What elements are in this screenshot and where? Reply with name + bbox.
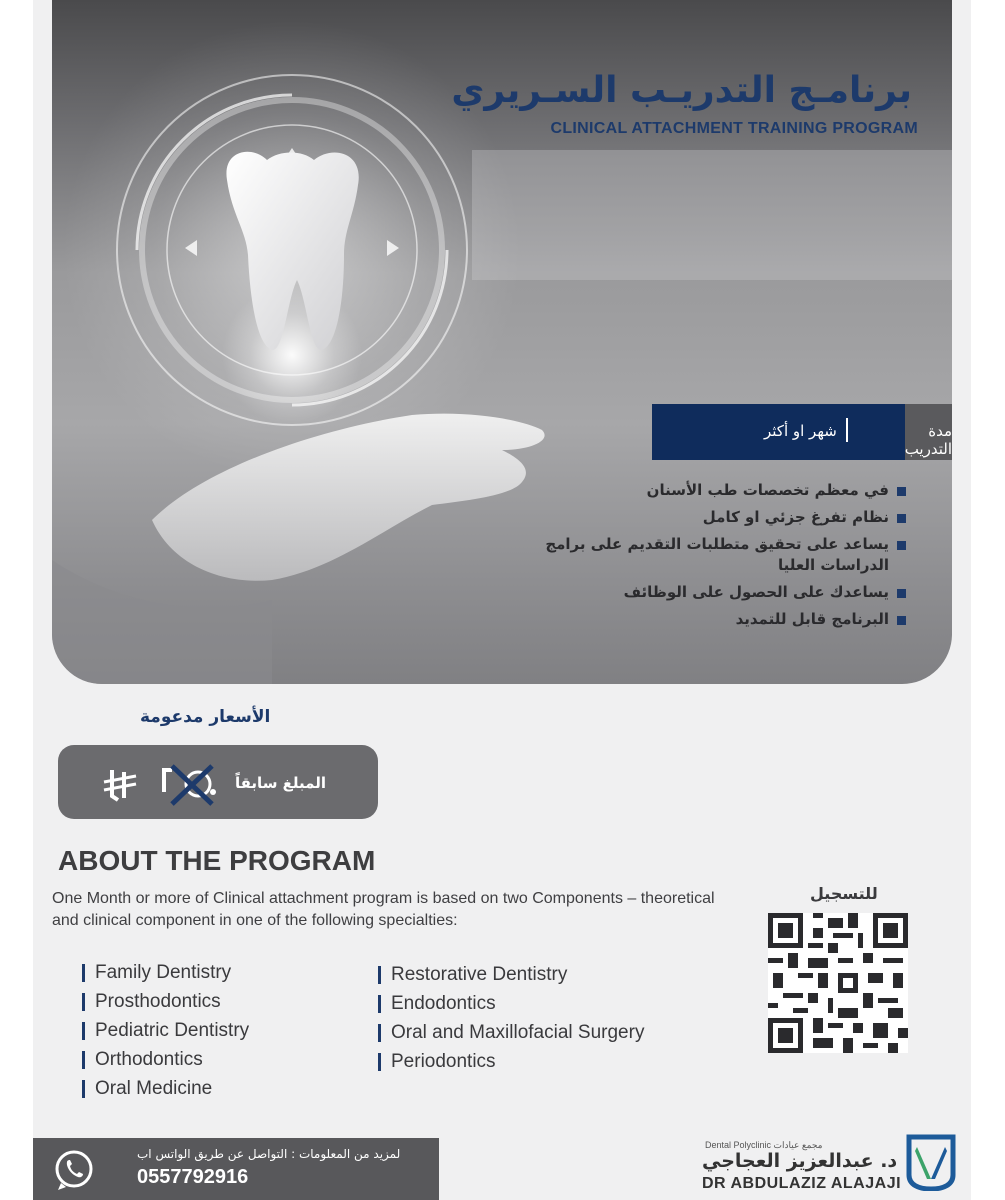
bullet-bar-icon <box>82 964 85 982</box>
feature-item: البرنامج قابل للتمديد <box>486 609 906 630</box>
bullet-bar-icon <box>82 1022 85 1040</box>
subsidized-prices: الأسعار مدعومة <box>140 707 271 727</box>
specialty-item: Oral and Maxillofacial Surgery <box>378 1018 644 1047</box>
bullet-bar-icon <box>378 966 381 984</box>
title-arabic: برنامـج التدريـب السـريري <box>451 70 912 111</box>
logo-subtitle: Dental Polyclinic مجمع عيادات <box>705 1140 823 1150</box>
bullet-square-icon <box>897 514 906 523</box>
riyal-symbol-icon <box>102 768 138 802</box>
duration-label: مدة التدريب <box>904 422 952 458</box>
bullet-square-icon <box>897 541 906 550</box>
registration-label: للتسجيل <box>810 884 878 903</box>
specialty-item: Orthodontics <box>82 1045 249 1074</box>
bullet-bar-icon <box>82 1080 85 1098</box>
whatsapp-icon[interactable] <box>52 1148 96 1192</box>
about-text: One Month or more of Clinical attachment program is based on two Components – theoretical and clinical component in one of the following specialties: <box>52 890 715 929</box>
duration-separator <box>846 418 848 442</box>
feature-list <box>486 480 906 636</box>
specialties-left <box>82 958 249 1103</box>
specialty-item: Periodontics <box>378 1047 644 1076</box>
specialty-item: Prosthodontics <box>82 987 249 1016</box>
bullet-square-icon <box>897 487 906 496</box>
bullet-square-icon <box>897 589 906 598</box>
specialty-item: Family Dentistry <box>82 958 249 987</box>
title-english: CLINICAL ATTACHMENT TRAINING PROGRAM <box>550 120 918 137</box>
contact-label: لمزيد من المعلومات : التواصل عن طريق الواتس اب <box>137 1147 401 1161</box>
specialty-item: Restorative Dentistry <box>378 960 644 989</box>
feature-item: في معظم تخصصات طب الأسنان <box>486 480 906 501</box>
duration-value: شهر او أكثر <box>764 422 837 440</box>
left-margin <box>0 0 33 1200</box>
about-title: ABOUT THE PROGRAM <box>58 845 376 876</box>
specialty-item: Oral Medicine <box>82 1074 249 1103</box>
clinic-logo-icon <box>905 1133 957 1191</box>
feature-item: يساعدك على الحصول على الوظائف <box>486 582 906 603</box>
specialty-item: Endodontics <box>378 989 644 1018</box>
feature-item: نظام تفرغ جزئي او كامل <box>486 507 906 528</box>
contact-phone[interactable]: 0557792916 <box>137 1166 249 1188</box>
bullet-bar-icon <box>82 1051 85 1069</box>
bullet-bar-icon <box>378 1053 381 1071</box>
hero-banner <box>52 0 952 684</box>
logo-name-english: DR ABDULAZIZ ALAJAJI <box>702 1175 902 1192</box>
specialty-item: Pediatric Dentistry <box>82 1016 249 1045</box>
previous-price-label: المبلغ سابقاً <box>235 774 326 792</box>
feature-item: يساعد على تحقيق متطلبات التقديم على برامج الدراسات العليا <box>486 534 906 576</box>
bullet-bar-icon <box>378 995 381 1013</box>
logo-name-arabic: د. عبدالعزيز العجاجي <box>702 1150 898 1172</box>
right-margin <box>971 0 1005 1200</box>
qr-code-icon[interactable] <box>768 913 908 1053</box>
bullet-bar-icon <box>378 1024 381 1042</box>
specialties-right <box>378 960 644 1076</box>
bullet-bar-icon <box>82 993 85 1011</box>
bullet-square-icon <box>897 616 906 625</box>
crossed-price-icon <box>160 762 220 806</box>
